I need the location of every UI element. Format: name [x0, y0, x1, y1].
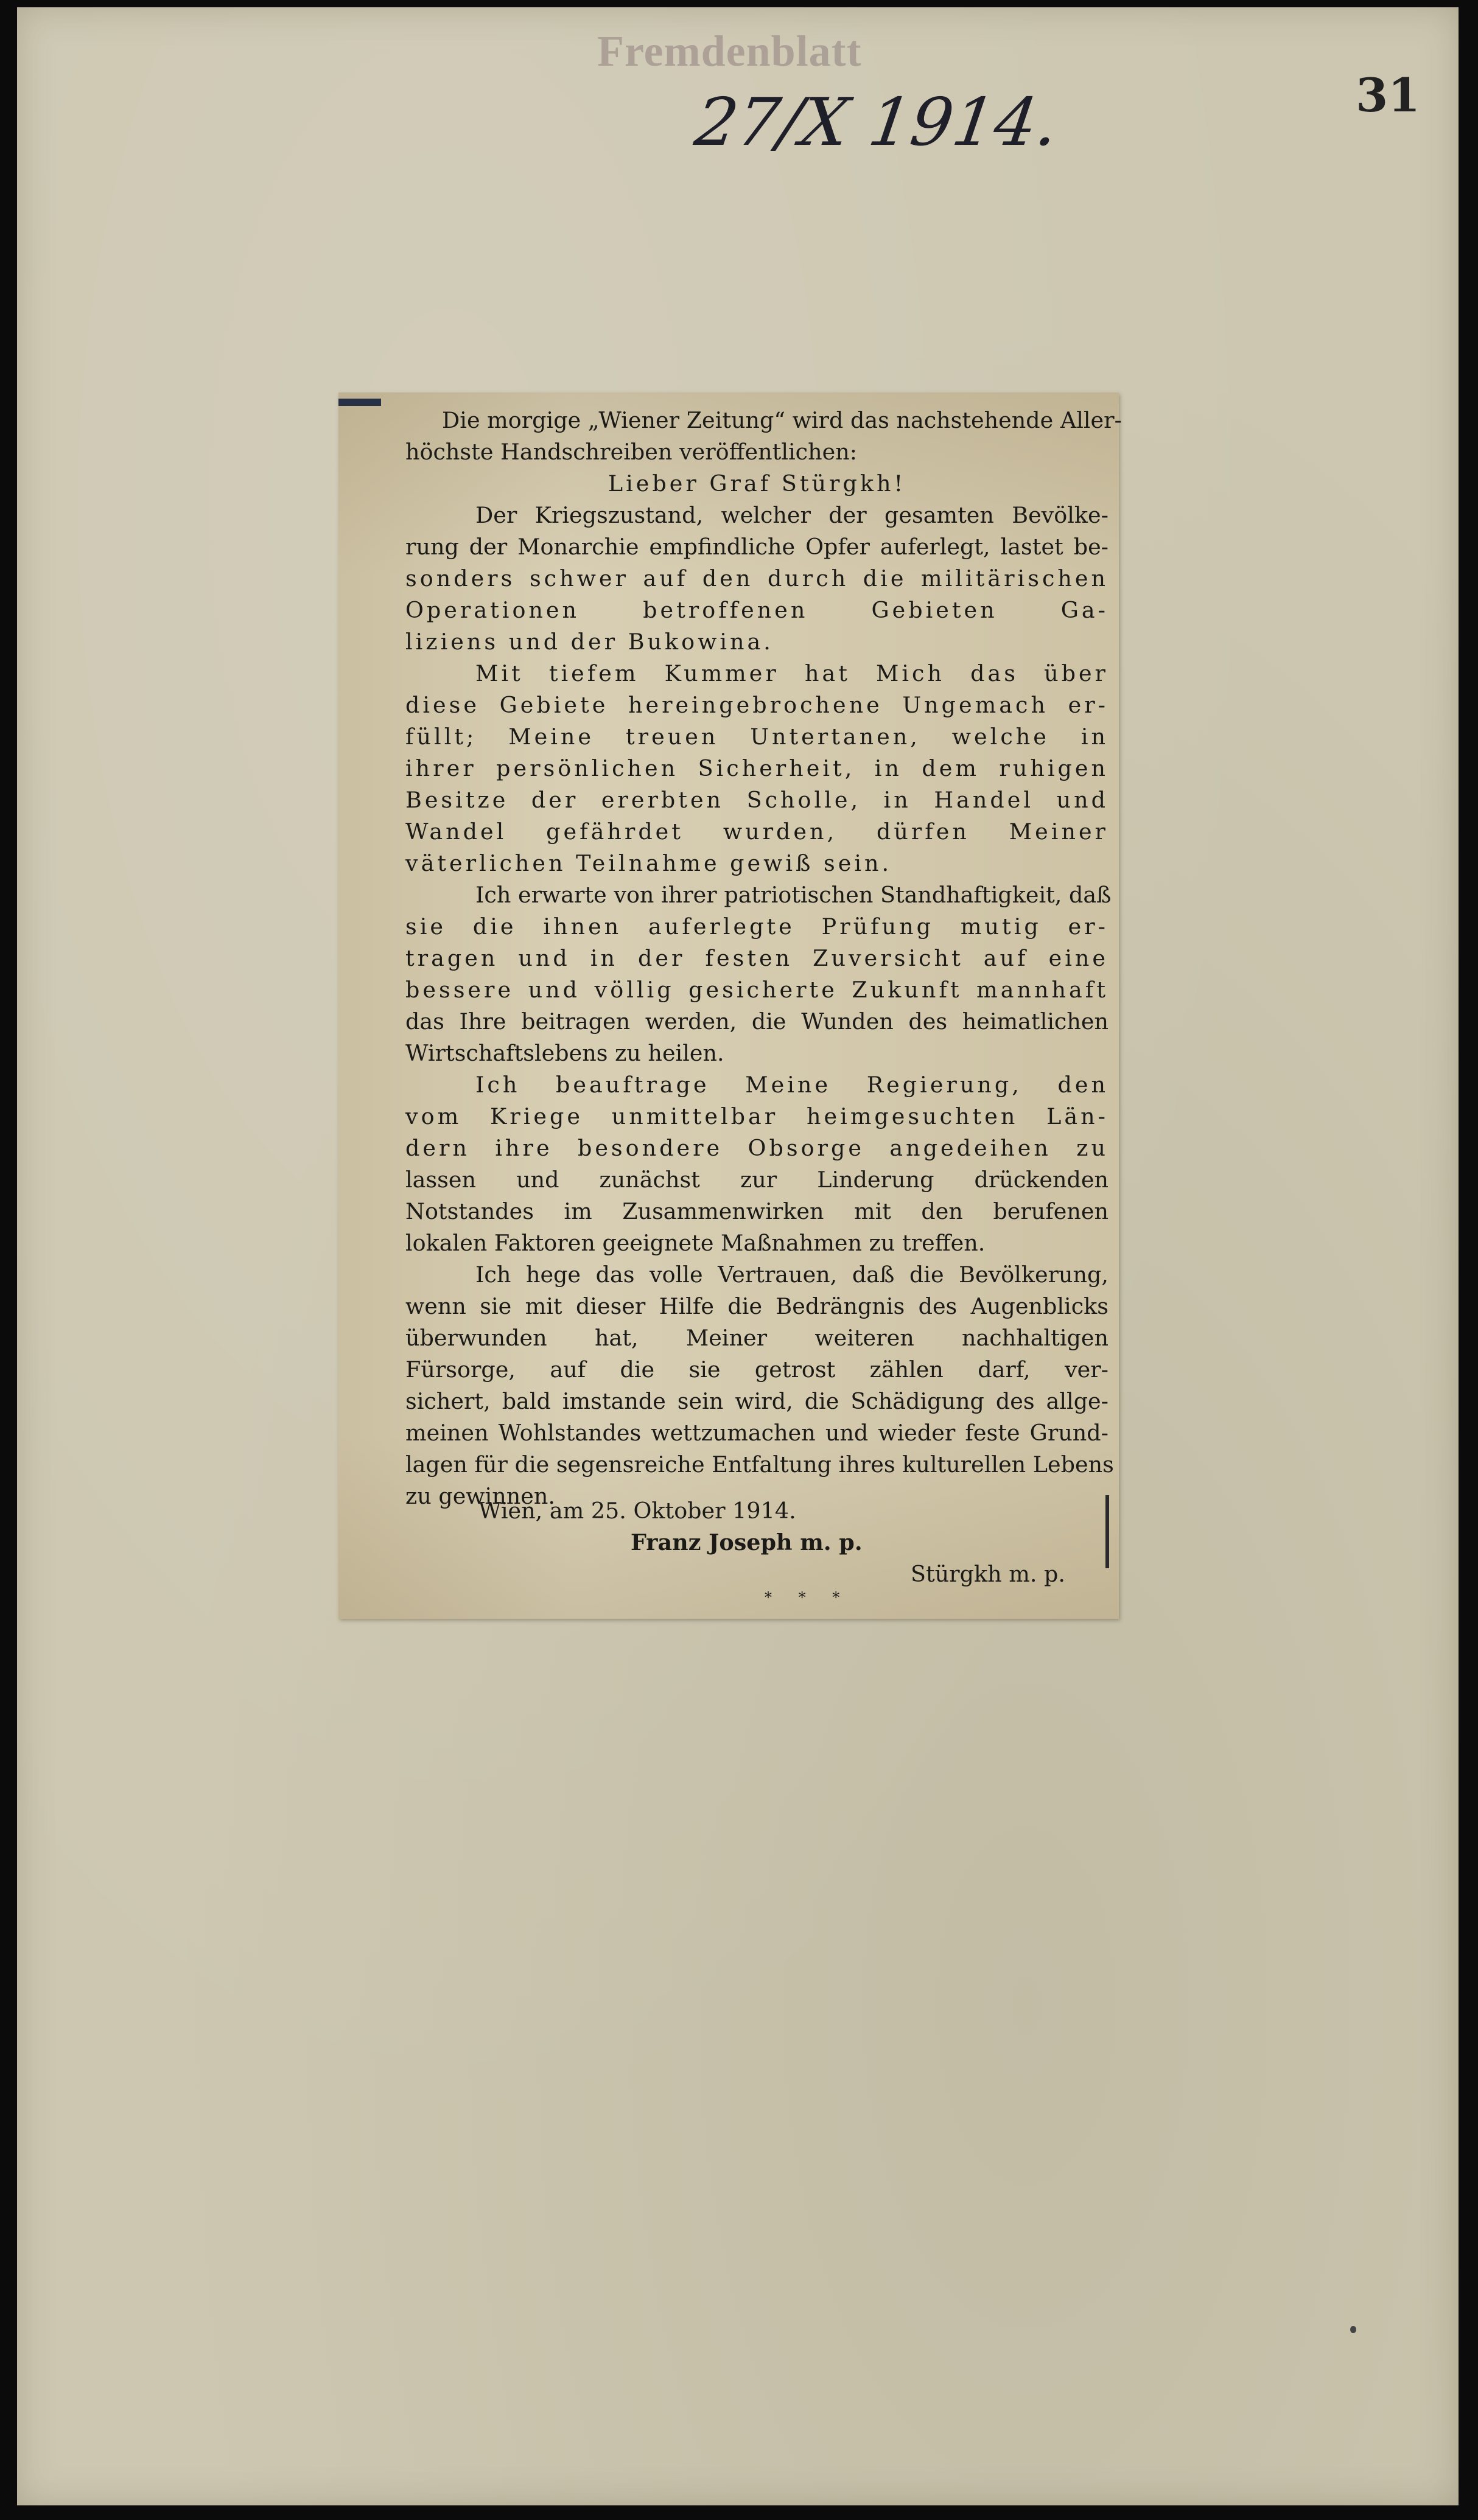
text-line: ihrer persönlichen Sicherheit, in dem ruhigen — [405, 755, 1108, 781]
text-line: Der Kriegszustand, welcher der gesamten Bevölke- — [475, 502, 1108, 528]
salutation: Lieber Graf Stürgkh! — [608, 470, 906, 497]
text-line: liziens und der Bukowina. — [405, 629, 774, 655]
text-line: sichert, bald imstande sein wird, die Schädigung des allge- — [405, 1388, 1108, 1414]
text-line: zu gewinnen. — [405, 1483, 555, 1509]
text-line: Besitze der ererbten Scholle, in Handel und — [405, 787, 1108, 813]
text-line: Die morgige „Wiener Zeitung“ wird das nachstehende Aller- — [442, 407, 1122, 433]
text-line: Ich hege das volle Vertrauen, daß die Bevölkerung, — [475, 1262, 1108, 1288]
text-line: höchste Handschreiben veröffentlichen: — [405, 439, 858, 465]
page-number: 31 — [1356, 68, 1420, 122]
text-line: Ich erwarte von ihrer patriotischen Standhaftigkeit, daß — [475, 882, 1112, 908]
text-line: lokalen Faktoren geeignete Maßnahmen zu treffen. — [405, 1230, 986, 1256]
text-line: tragen und in der festen Zuversicht auf eine — [405, 945, 1108, 971]
text-line: das Ihre beitragen werden, die Wunden des heimatlichen — [405, 1008, 1108, 1035]
text-line: Wandel gefährdet wurden, dürfen Meiner — [405, 818, 1108, 845]
clipping-body — [405, 405, 1122, 1512]
text-line: sonders schwer auf den durch die militärischen — [405, 565, 1108, 592]
signature-minister: Stürgkh m. p. — [911, 1561, 1066, 1587]
text-line: meinen Wohlstandes wettzumachen und wieder feste Grund- — [405, 1420, 1108, 1446]
ornament-stars: * * * — [765, 1589, 851, 1606]
handwritten-date: 27/X 1914. — [690, 85, 1063, 161]
text-line: wenn sie mit dieser Hilfe die Bedrängnis des Augenblicks — [405, 1293, 1108, 1319]
newspaper-name-stamp: Fremdenblatt — [597, 27, 862, 75]
text-line: Operationen betroffenen Gebieten Ga- — [405, 597, 1108, 623]
text-line: lagen für die segensreiche Entfaltung ihres kulturellen Lebens — [405, 1451, 1114, 1478]
text-line: füllt; Meine treuen Untertanen, welche in — [405, 724, 1108, 750]
text-line: Wirtschaftslebens zu heilen. — [405, 1040, 724, 1066]
signature-emperor: Franz Joseph m. p. — [631, 1529, 863, 1555]
text-line: väterlichen Teilnahme gewiß sein. — [405, 850, 892, 876]
text-line: Mit tiefem Kummer hat Mich das über — [475, 660, 1108, 686]
newspaper-clipping — [338, 393, 1122, 1619]
clipping-edge-mark — [338, 399, 381, 406]
text-line: Fürsorge, auf die sie getrost zählen darf, ver- — [405, 1356, 1108, 1383]
archive-sheet — [17, 7, 1459, 2505]
text-line: vom Kriege unmittelbar heimgesuchten Län- — [405, 1103, 1108, 1129]
text-line: Ich beauftrage Meine Regierung, den — [475, 1072, 1108, 1098]
text-line: rung der Monarchie empfindliche Opfer auferlegt, lastet be- — [405, 534, 1108, 560]
text-line: dern ihre besondere Obsorge angedeihen zu — [405, 1135, 1108, 1161]
text-line: sie die ihnen auferlegte Prüfung mutig er- — [405, 913, 1108, 940]
text-line: Notstandes im Zusammenwirken mit den berufenen — [405, 1198, 1108, 1224]
text-line: überwunden hat, Meiner weiteren nachhaltigen — [405, 1325, 1108, 1351]
text-line: diese Gebiete hereingebrochene Ungemach er- — [405, 692, 1108, 718]
text-line: bessere und völlig gesicherte Zukunft mannhaft — [405, 977, 1108, 1003]
paper-blemish — [1350, 2326, 1356, 2333]
text-line: lassen und zunächst zur Linderung drückenden — [405, 1167, 1108, 1193]
place-date: Wien, am 25. Oktober 1914. — [478, 1498, 796, 1524]
